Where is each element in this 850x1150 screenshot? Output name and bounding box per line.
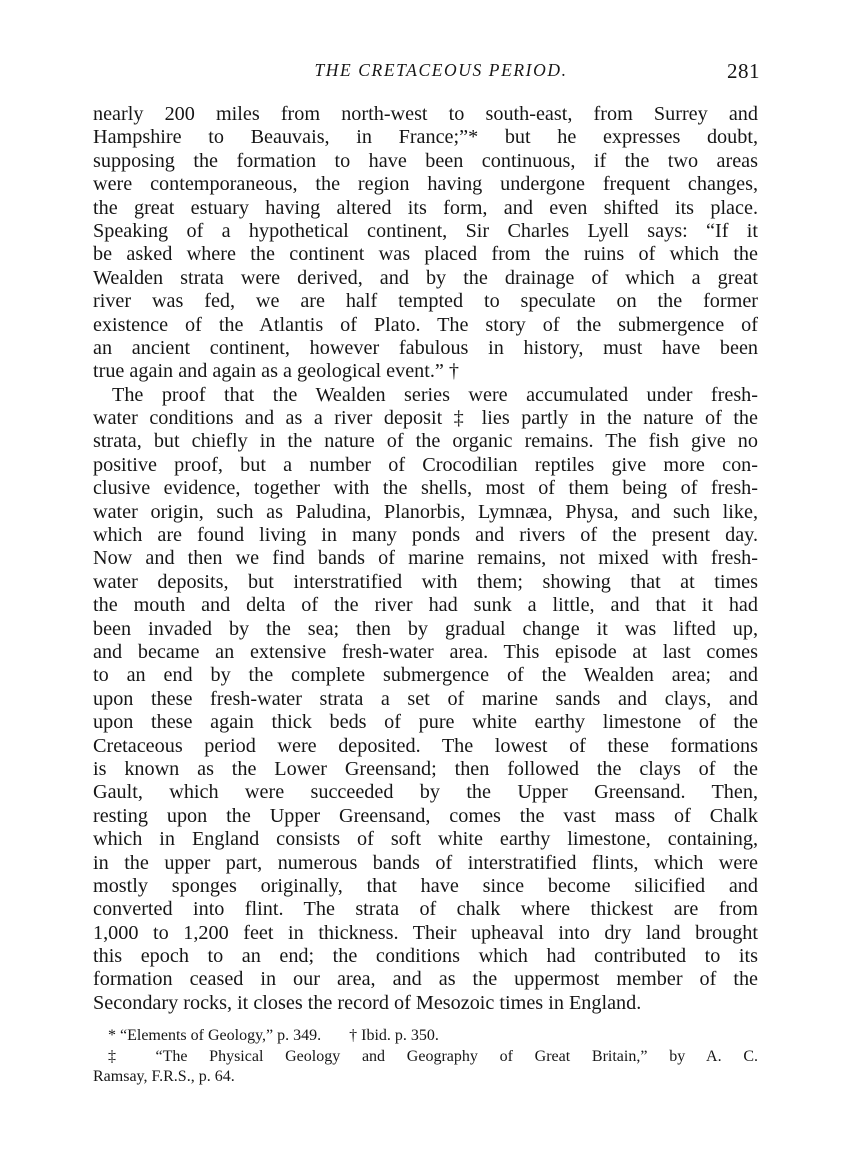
text-line: which in England consists of soft white earthy limestone, containing, [93, 828, 758, 851]
text-line: in the upper part, numerous bands of interstratified flints, which were [93, 851, 758, 874]
text-line: upon these again thick beds of pure white earthy limestone of the [93, 711, 758, 734]
text-line: water deposits, but interstratified with them; showing that at times [93, 570, 758, 593]
text-line: resting upon the Upper Greensand, comes the vast mass of Chalk [93, 804, 758, 827]
text-line: which are found living in many ponds and rivers of the present day. [93, 524, 758, 547]
footnote-double-dagger-continued: Ramsay, F.R.S., p. 64. [93, 1068, 235, 1085]
text-line: mostly sponges originally, that have since become silicified and [93, 874, 758, 897]
text-line: is known as the Lower Greensand; then followed the clays of the [93, 757, 758, 780]
paragraph-end-line: Secondary rocks, it closes the record of Mesozoic times in England. [93, 991, 642, 1014]
text-line: Hampshire to Beauvais, in France;”* but he expresses doubt, [93, 126, 758, 149]
text-line: strata, but chiefly in the nature of the organic remains. The fish give no [93, 430, 758, 453]
footnote-star: * “Elements of Geology,” p. 349. [108, 1027, 322, 1044]
text-line: formation ceased in our area, and as the uppermost member of the [93, 968, 758, 991]
footnotes [93, 1026, 758, 1088]
text-line: clusive evidence, together with the shells, most of them being of fresh- [93, 477, 758, 500]
text-line: the mouth and delta of the river had sunk a little, and that it had [93, 594, 758, 617]
paragraph-end-line: true again and again as a geological event.” † [93, 360, 460, 383]
footnote-dagger: † Ibid. p. 350. [349, 1027, 439, 1044]
text-line: and became an extensive fresh-water area. This episode at last comes [93, 640, 758, 663]
text-line: the great estuary having altered its form, and even shifted its place. [93, 196, 758, 219]
text-line: 1,000 to 1,200 feet in thickness. Their upheaval into dry land brought [93, 921, 758, 944]
text-line: converted into flint. The strata of chalk where thickest are from [93, 898, 758, 921]
text-line: existence of the Atlantis of Plato. The story of the submergence of [93, 313, 758, 336]
footnote-double-dagger: ‡ “The Physical Geology and Geography of Great Britain,” by A. C. [108, 1047, 758, 1065]
page-number: 281 [727, 59, 760, 83]
text-line: were contemporaneous, the region having undergone frequent changes, [93, 173, 758, 196]
text-line: Wealden strata were derived, and by the drainage of which a great [93, 266, 758, 289]
text-line: Speaking of a hypothetical continent, Sir Charles Lyell says: “If it [93, 219, 758, 242]
text-line: water conditions and as a river deposit ‡ lies partly in the nature of the [93, 407, 758, 430]
text-line: nearly 200 miles from north-west to south-east, from Surrey and [93, 103, 758, 125]
text-line: an ancient continent, however fabulous in history, must have been [93, 336, 758, 359]
running-head [92, 60, 760, 88]
text-line: been invaded by the sea; then by gradual change it was lifted up, [93, 617, 758, 640]
text-line: Cretaceous period were deposited. The lowest of these formations [93, 734, 758, 757]
text-line: be asked where the continent was placed from the ruins of which the [93, 243, 758, 266]
text-line: positive proof, but a number of Crocodilian reptiles give more con- [93, 453, 758, 476]
body-text [93, 103, 758, 1015]
text-line: Now and then we find bands of marine remains, not mixed with fresh- [93, 547, 758, 570]
footnote-line [93, 1026, 758, 1047]
text-line: river was fed, we are half tempted to speculate on the former [93, 290, 758, 313]
text-line: this epoch to an end; the conditions which had contributed to its [93, 945, 758, 968]
text-line: Gault, which were succeeded by the Upper Greensand. Then, [93, 781, 758, 804]
running-title: THE CRETACEOUS PERIOD. [314, 60, 568, 80]
text-line: to an end by the complete submergence of the Wealden area; and [93, 664, 758, 687]
text-line: upon these fresh-water strata a set of marine sands and clays, and [93, 687, 758, 710]
text-line: water origin, such as Paludina, Planorbis, Lymnæa, Physa, and such like, [93, 500, 758, 523]
text-line: supposing the formation to have been continuous, if the two areas [93, 149, 758, 172]
paragraph-start-line: The proof that the Wealden series were accumulated under fresh- [112, 383, 758, 406]
